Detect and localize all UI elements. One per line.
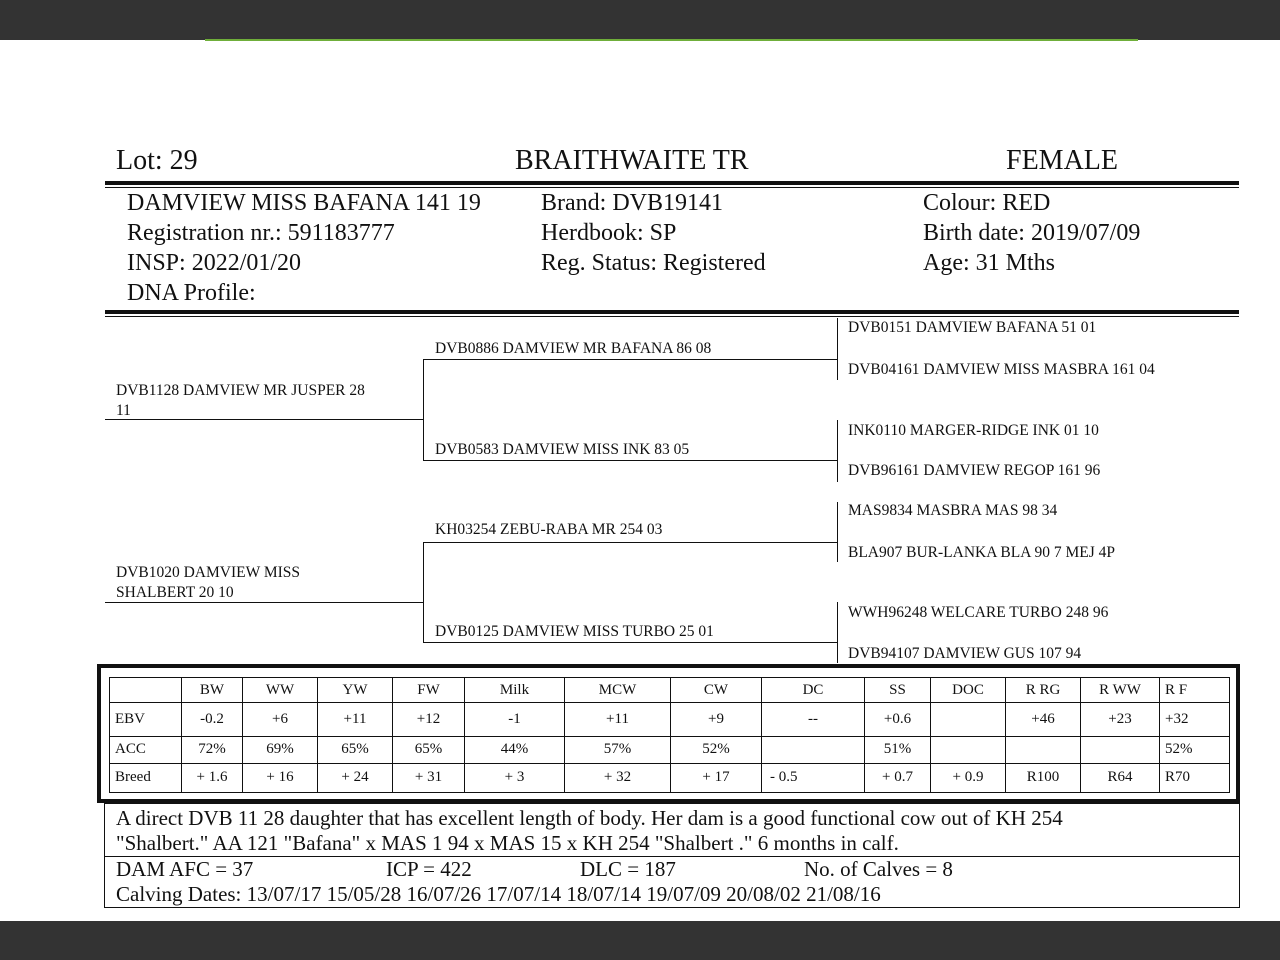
acc-row-label: ACC <box>110 736 182 763</box>
ebv-header-cell: Milk <box>465 678 565 703</box>
breed-cell: + 3 <box>465 763 565 792</box>
dam-sire-line <box>423 542 837 543</box>
sire-sire-line <box>423 359 837 360</box>
ebv-header-cell: FW <box>393 678 465 703</box>
sire-bracket <box>423 360 424 460</box>
pedigree-dam: DVB1020 DAMVIEW MISS SHALBERT 20 10 <box>116 564 301 601</box>
ebv-cell: +6 <box>243 703 318 736</box>
breed-cell: + 17 <box>671 763 762 792</box>
breed-cell: R70 <box>1160 763 1230 792</box>
age: Age: 31 Mths <box>923 250 1055 276</box>
green-rule <box>205 39 1138 41</box>
number-of-calves: No. of Calves = 8 <box>804 857 953 881</box>
pedigree-g3-3: INK0110 MARGER-RIDGE INK 01 10 <box>848 422 1099 439</box>
acc-cell: 65% <box>393 736 465 763</box>
ebv-header-cell: R RG <box>1006 678 1081 703</box>
breed-cell: + 0.9 <box>931 763 1006 792</box>
ebv-cell: +9 <box>671 703 762 736</box>
dna-profile: DNA Profile: <box>127 280 256 306</box>
insp-date: INSP: 2022/01/20 <box>127 250 302 276</box>
lot-number: 29 <box>169 145 198 176</box>
registration-number: Registration nr.: 591183777 <box>127 220 395 246</box>
ebv-header-cell: YW <box>318 678 393 703</box>
ident-rule-thick <box>105 310 1239 314</box>
acc-cell: 69% <box>243 736 318 763</box>
sire-line <box>105 419 423 420</box>
breed-cell: - 0.5 <box>762 763 865 792</box>
acc-cell: 57% <box>565 736 671 763</box>
pedigree-g3-6: BLA907 BUR-LANKA BLA 90 7 MEJ 4P <box>848 544 1115 561</box>
ebv-cell: +11 <box>318 703 393 736</box>
icp: ICP = 422 <box>386 857 472 881</box>
dam-dam-line <box>423 642 837 643</box>
sex-label: FEMALE <box>1006 145 1118 176</box>
ebv-header-cell: BW <box>182 678 243 703</box>
acc-cell: 52% <box>671 736 762 763</box>
dam-line <box>105 602 423 603</box>
viewer-bottom-bar <box>0 921 1280 960</box>
header-rule-thick <box>105 181 1239 185</box>
ebv-header-cell: DC <box>762 678 865 703</box>
g3-bracket-2 <box>837 420 838 482</box>
ebv-cell: +32 <box>1160 703 1230 736</box>
colour: Colour: RED <box>923 190 1051 216</box>
ebv-header-cell <box>110 678 182 703</box>
animal-name: DAMVIEW MISS BAFANA 141 19 <box>127 190 481 216</box>
breed-cell: + 16 <box>243 763 318 792</box>
birth-date: Birth date: 2019/07/09 <box>923 220 1141 246</box>
ebv-row <box>110 703 1230 736</box>
viewer-top-bar <box>0 0 1280 40</box>
acc-cell: 65% <box>318 736 393 763</box>
pedigree-g3-8: DVB94107 DAMVIEW GUS 107 94 <box>848 645 1082 662</box>
breed-cell: + 24 <box>318 763 393 792</box>
ebv-row-label: EBV <box>110 703 182 736</box>
acc-row <box>110 736 1230 763</box>
pedigree-g3-1: DVB0151 DAMVIEW BAFANA 51 01 <box>848 319 1097 336</box>
ebv-cell: -0.2 <box>182 703 243 736</box>
ebv-header-row <box>110 678 1230 703</box>
comment-line-1: A direct DVB 11 28 daughter that has excellent length of body. Her dam is a good functional cow out of KH 254 <box>116 806 1063 830</box>
breed-cell: R64 <box>1081 763 1160 792</box>
pedigree-g3-7: WWH96248 WELCARE TURBO 248 96 <box>848 604 1109 621</box>
pedigree-g3-2: DVB04161 DAMVIEW MISS MASBRA 161 04 <box>848 361 1155 378</box>
acc-cell: 52% <box>1160 736 1230 763</box>
dam-bracket <box>423 542 424 643</box>
g3-bracket-4 <box>837 602 838 663</box>
ebv-cell <box>931 703 1006 736</box>
g3-bracket-1 <box>837 318 838 380</box>
ebv-cell: -1 <box>465 703 565 736</box>
pedigree-sire: DVB1128 DAMVIEW MR JUSPER 28 11 <box>116 382 365 419</box>
acc-cell <box>1081 736 1160 763</box>
brand: Brand: DVB19141 <box>541 190 723 216</box>
ebv-cell: +23 <box>1081 703 1160 736</box>
ebv-cell: +12 <box>393 703 465 736</box>
comment-line-2: "Shalbert." AA 121 "Bafana" x MAS 1 94 x MAS 15 x KH 254 "Shalbert ." 6 months in calf. <box>116 831 899 855</box>
breed-cell: + 0.7 <box>865 763 931 792</box>
pedigree-dam-dam: DVB0125 DAMVIEW MISS TURBO 25 01 <box>435 623 714 640</box>
header-rule-thin <box>105 187 1239 188</box>
pedigree-g3-4: DVB96161 DAMVIEW REGOP 161 96 <box>848 462 1101 479</box>
dlc: DLC = 187 <box>580 857 676 881</box>
breed-row <box>110 763 1230 792</box>
ebv-cell: +46 <box>1006 703 1081 736</box>
g3-bracket-3 <box>837 502 838 562</box>
herdbook: Herdbook: SP <box>541 220 677 246</box>
acc-cell <box>762 736 865 763</box>
acc-cell: 44% <box>465 736 565 763</box>
ebv-cell: +11 <box>565 703 671 736</box>
pedigree-g3-5: MAS9834 MASBRA MAS 98 34 <box>848 502 1058 519</box>
seller-name: BRAITHWAITE TR <box>515 145 749 176</box>
pedigree-dam-sire: KH03254 ZEBU-RABA MR 254 03 <box>435 521 663 538</box>
ebv-header-cell: MCW <box>565 678 671 703</box>
pedigree-sire-sire: DVB0886 DAMVIEW MR BAFANA 86 08 <box>435 340 712 357</box>
ebv-header-cell: R F <box>1160 678 1230 703</box>
breed-cell: + 1.6 <box>182 763 243 792</box>
ebv-header-cell: DOC <box>931 678 1006 703</box>
dam-afc: DAM AFC = 37 <box>116 857 254 881</box>
acc-cell <box>1006 736 1081 763</box>
breed-cell: + 31 <box>393 763 465 792</box>
reg-status: Reg. Status: Registered <box>541 250 766 276</box>
ebv-header-cell: CW <box>671 678 762 703</box>
ebv-header-cell: SS <box>865 678 931 703</box>
ebv-header-cell: R WW <box>1081 678 1160 703</box>
lot-label: Lot: 29 <box>116 145 198 176</box>
ebv-table <box>109 677 1230 793</box>
calving-dates: Calving Dates: 13/07/17 15/05/28 16/07/26 17/07/14 18/07/14 19/07/09 20/08/02 21/08/16 <box>116 882 881 906</box>
ebv-cell: -- <box>762 703 865 736</box>
ebv-cell: +0.6 <box>865 703 931 736</box>
acc-cell: 72% <box>182 736 243 763</box>
acc-cell <box>931 736 1006 763</box>
ident-rule-thin <box>105 316 1239 317</box>
acc-cell: 51% <box>865 736 931 763</box>
pedigree-sire-dam: DVB0583 DAMVIEW MISS INK 83 05 <box>435 441 690 458</box>
breed-row-label: Breed <box>110 763 182 792</box>
ebv-header-cell: WW <box>243 678 318 703</box>
sire-dam-line <box>423 460 837 461</box>
breed-cell: R100 <box>1006 763 1081 792</box>
breed-cell: + 32 <box>565 763 671 792</box>
